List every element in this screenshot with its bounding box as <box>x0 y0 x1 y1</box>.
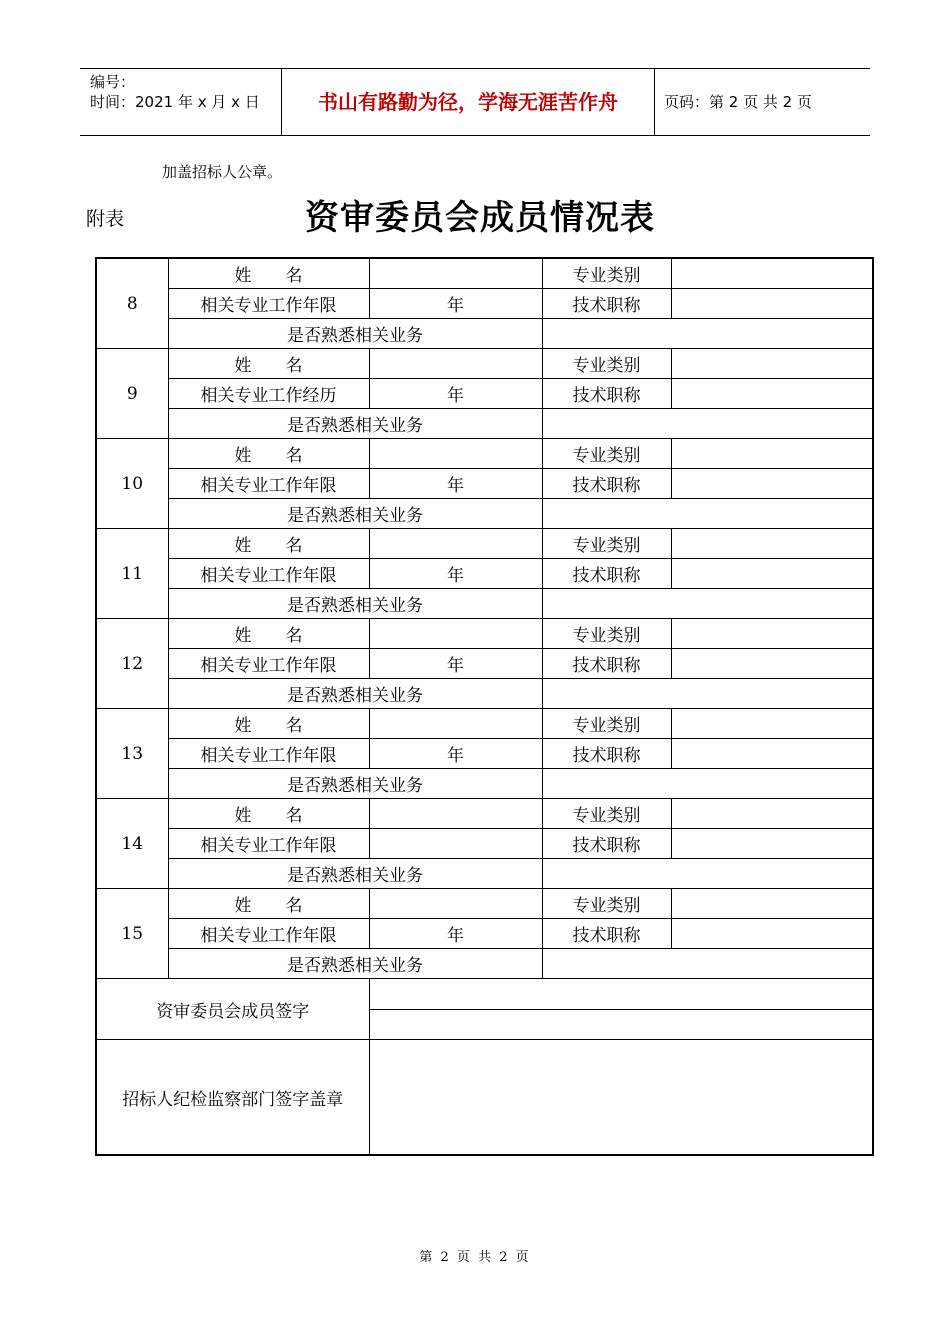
member-number: 8 <box>96 258 168 349</box>
familiar-label: 是否熟悉相关业务 <box>168 949 542 979</box>
years-input-cell[interactable] <box>369 379 542 409</box>
years-label: 相关专业工作年限 <box>168 739 369 769</box>
major-input-cell[interactable] <box>671 439 873 469</box>
member-row-years <box>96 379 873 409</box>
major-label: 专业类别 <box>542 349 671 379</box>
seal-note: 加盖招标人公章。 <box>162 163 283 181</box>
familiar-label: 是否熟悉相关业务 <box>168 499 542 529</box>
major-input-cell[interactable] <box>671 619 873 649</box>
tech-title-input-cell[interactable] <box>671 289 873 319</box>
member-row-name <box>96 799 873 829</box>
familiar-input-cell[interactable] <box>542 679 873 709</box>
tech-title-label: 技术职称 <box>542 919 671 949</box>
major-label: 专业类别 <box>542 889 671 919</box>
major-label: 专业类别 <box>542 439 671 469</box>
seal-row <box>96 1040 873 1156</box>
familiar-label: 是否熟悉相关业务 <box>168 679 542 709</box>
tech-title-input-cell[interactable] <box>671 559 873 589</box>
familiar-label: 是否熟悉相关业务 <box>168 409 542 439</box>
year-unit: 年 <box>447 386 464 406</box>
name-label: 姓 名 <box>168 439 369 469</box>
major-input-cell[interactable] <box>671 799 873 829</box>
member-number: 10 <box>96 439 168 529</box>
tech-title-input-cell[interactable] <box>671 919 873 949</box>
familiar-input-cell[interactable] <box>542 589 873 619</box>
name-label: 姓 名 <box>168 619 369 649</box>
years-label: 相关专业工作经历 <box>168 379 369 409</box>
member-number: 9 <box>96 349 168 439</box>
member-row-years <box>96 739 873 769</box>
tech-title-input-cell[interactable] <box>671 739 873 769</box>
years-label: 相关专业工作年限 <box>168 649 369 679</box>
member-row-name <box>96 889 873 919</box>
years-label: 相关专业工作年限 <box>168 559 369 589</box>
header-rule-bottom <box>80 135 870 136</box>
year-unit: 年 <box>447 476 464 496</box>
years-label: 相关专业工作年限 <box>168 289 369 319</box>
name-label: 姓 名 <box>168 889 369 919</box>
member-row-name <box>96 349 873 379</box>
member-number: 11 <box>96 529 168 619</box>
member-row-familiar <box>96 499 873 529</box>
member-number: 12 <box>96 619 168 709</box>
member-number: 13 <box>96 709 168 799</box>
tech-title-input-cell[interactable] <box>671 379 873 409</box>
page-title: 资审委员会成员情况表 <box>305 198 655 238</box>
tech-title-label: 技术职称 <box>542 829 671 859</box>
name-input-cell[interactable] <box>369 709 542 739</box>
seal-label: 招标人纪检监察部门签字盖章 <box>96 1040 369 1156</box>
member-row-years <box>96 829 873 859</box>
member-row-years <box>96 919 873 949</box>
name-input-cell[interactable] <box>369 349 542 379</box>
member-row-familiar <box>96 859 873 889</box>
member-row-years <box>96 289 873 319</box>
header-meta <box>90 72 260 112</box>
member-row-years <box>96 559 873 589</box>
doc-time-label: 时间：2021 年 x 月 x 日 <box>90 93 260 111</box>
page-footer: 第 2 页 共 2 页 <box>419 1250 531 1265</box>
years-label: 相关专业工作年限 <box>168 919 369 949</box>
member-row-familiar <box>96 589 873 619</box>
tech-title-input-cell[interactable] <box>671 829 873 859</box>
familiar-label: 是否熟悉相关业务 <box>168 859 542 889</box>
major-input-cell[interactable] <box>671 529 873 559</box>
years-input-cell[interactable] <box>369 649 542 679</box>
name-input-cell[interactable] <box>369 889 542 919</box>
name-label: 姓 名 <box>168 529 369 559</box>
years-input-cell[interactable] <box>369 919 542 949</box>
member-row-familiar <box>96 949 873 979</box>
header-motto: 书山有路勤为径，学海无涯苦作舟 <box>318 90 618 114</box>
member-row-familiar <box>96 319 873 349</box>
header-divider <box>654 68 655 135</box>
major-input-cell[interactable] <box>671 349 873 379</box>
years-label: 相关专业工作年限 <box>168 469 369 499</box>
member-table <box>95 257 874 1156</box>
signature-row <box>96 979 873 1010</box>
member-row-name <box>96 529 873 559</box>
familiar-input-cell[interactable] <box>542 319 873 349</box>
signature-cell[interactable] <box>369 1009 873 1040</box>
name-label: 姓 名 <box>168 799 369 829</box>
familiar-input-cell[interactable] <box>542 859 873 889</box>
familiar-input-cell[interactable] <box>542 499 873 529</box>
years-input-cell[interactable] <box>369 289 542 319</box>
member-row-years <box>96 469 873 499</box>
appendix-label: 附表 <box>86 208 125 230</box>
familiar-label: 是否熟悉相关业务 <box>168 319 542 349</box>
name-input-cell[interactable] <box>369 439 542 469</box>
years-label: 相关专业工作年限 <box>168 829 369 859</box>
name-label: 姓 名 <box>168 349 369 379</box>
major-input-cell[interactable] <box>671 258 873 289</box>
years-input-cell[interactable] <box>369 739 542 769</box>
tech-title-input-cell[interactable] <box>671 469 873 499</box>
name-input-cell[interactable] <box>369 258 542 289</box>
year-unit: 年 <box>447 566 464 586</box>
member-number: 14 <box>96 799 168 889</box>
tech-title-input-cell[interactable] <box>671 649 873 679</box>
familiar-label: 是否熟悉相关业务 <box>168 769 542 799</box>
member-number: 15 <box>96 889 168 979</box>
signature-cell[interactable] <box>369 979 873 1010</box>
year-unit: 年 <box>447 296 464 316</box>
member-row-name <box>96 439 873 469</box>
year-unit: 年 <box>447 746 464 766</box>
name-input-cell[interactable] <box>369 799 542 829</box>
member-row-familiar <box>96 679 873 709</box>
major-label: 专业类别 <box>542 799 671 829</box>
member-row-name <box>96 709 873 739</box>
familiar-input-cell[interactable] <box>542 409 873 439</box>
tech-title-label: 技术职称 <box>542 379 671 409</box>
major-label: 专业类别 <box>542 619 671 649</box>
years-input-cell[interactable] <box>369 559 542 589</box>
familiar-input-cell[interactable] <box>542 949 873 979</box>
member-row-years <box>96 649 873 679</box>
tech-title-label: 技术职称 <box>542 469 671 499</box>
major-label: 专业类别 <box>542 529 671 559</box>
year-unit: 年 <box>447 926 464 946</box>
years-input-cell[interactable] <box>369 469 542 499</box>
familiar-input-cell[interactable] <box>542 769 873 799</box>
member-row-familiar <box>96 409 873 439</box>
doc-number-label: 编号： <box>90 73 136 91</box>
years-input-cell[interactable] <box>369 829 542 859</box>
name-input-cell[interactable] <box>369 619 542 649</box>
familiar-label: 是否熟悉相关业务 <box>168 589 542 619</box>
year-unit: 年 <box>447 656 464 676</box>
name-label: 姓 名 <box>168 258 369 289</box>
seal-cell[interactable] <box>369 1040 873 1156</box>
member-table-body <box>96 258 873 1155</box>
signature-label: 资审委员会成员签字 <box>96 979 369 1040</box>
header-page-info: 页码：第 2 页 共 2 页 <box>664 93 812 111</box>
member-row-name <box>96 619 873 649</box>
tech-title-label: 技术职称 <box>542 559 671 589</box>
tech-title-label: 技术职称 <box>542 289 671 319</box>
name-input-cell[interactable] <box>369 529 542 559</box>
name-label: 姓 名 <box>168 709 369 739</box>
major-label: 专业类别 <box>542 258 671 289</box>
member-row-name <box>96 258 873 289</box>
major-input-cell[interactable] <box>671 889 873 919</box>
tech-title-label: 技术职称 <box>542 649 671 679</box>
major-label: 专业类别 <box>542 709 671 739</box>
major-input-cell[interactable] <box>671 709 873 739</box>
member-row-familiar <box>96 769 873 799</box>
header-rule-top <box>80 68 870 69</box>
tech-title-label: 技术职称 <box>542 739 671 769</box>
